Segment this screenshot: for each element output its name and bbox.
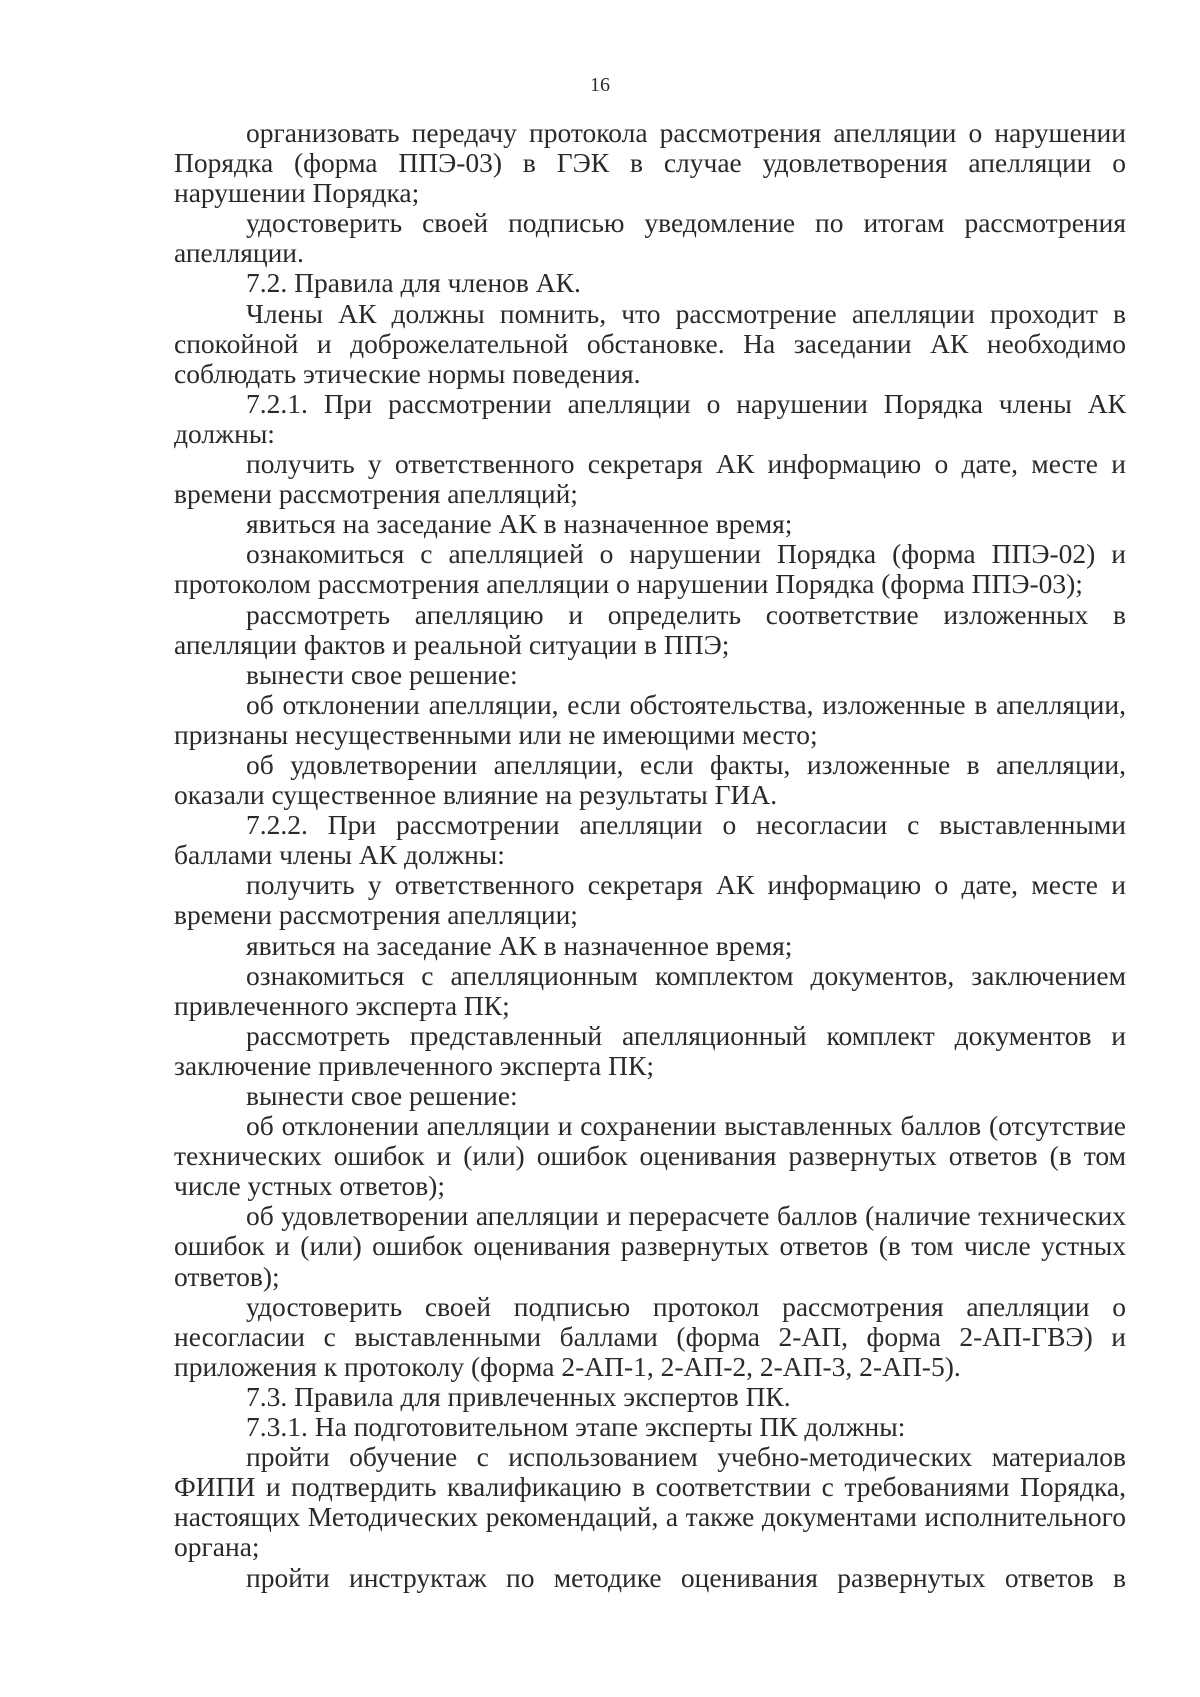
list-item: явиться на заседание АК в назначенное время; — [246, 929, 793, 961]
list-item: об удовлетворении апелляции и перерасчете баллов (наличие технических ошибок и (или) ошибок оценивания развернутых ответов (в том числе устных ответов); — [174, 1200, 1126, 1292]
subsection-heading: 7.3.1. На подготовительном этапе эксперты ПК должны: — [246, 1411, 906, 1443]
list-item: ознакомиться с апелляционным комплектом документов, заключением привлеченного эксперта ПК; — [174, 959, 1126, 1021]
page-number: 16 — [590, 74, 610, 96]
subsection-heading: 7.2.2. При рассмотрении апелляции о несогласии с выставленными баллами члены АК должны: — [174, 809, 1126, 871]
section-heading: 7.2. Правила для членов АК. — [246, 267, 581, 299]
list-item: пройти инструктаж по методике оценивания развернутых ответов в — [246, 1561, 1126, 1593]
list-item: об удовлетворении апелляции, если факты, изложенные в апелляции, оказали существенное влияние на результаты ГИА. — [174, 748, 1126, 811]
subsection-heading: 7.2.1. При рассмотрении апелляции о нарушении Порядка члены АК должны: — [174, 387, 1126, 449]
list-item: пройти обучение с использованием учебно-методических материалов ФИПИ и подтвердить квалификацию в соответствии с требованиями Порядка, настоящих Методических рекомендаций, а также документами исполнительного органа; — [174, 1441, 1126, 1563]
document-body — [174, 118, 1126, 1593]
list-item: рассмотреть представленный апелляционный комплект документов и заключение привлеченного эксперта ПК; — [174, 1019, 1126, 1081]
section-heading: 7.3. Правила для привлеченных экспертов ПК. — [246, 1380, 791, 1412]
list-item: получить у ответственного секретаря АК информацию о дате, месте и времени рассмотрения апелляций; — [174, 448, 1126, 510]
list-item: ознакомиться с апелляцией о нарушении Порядка (форма ППЭ-02) и протоколом рассмотрения апелляции о нарушении Порядка (форма ППЭ-03); — [174, 538, 1126, 600]
list-item: получить у ответственного секретаря АК информацию о дате, месте и времени рассмотрения апелляции; — [174, 869, 1126, 931]
list-item: рассмотреть апелляцию и определить соответствие изложенных в апелляции фактов и реальной ситуации в ППЭ; — [174, 598, 1126, 660]
list-item: об отклонении апелляции и сохранении выставленных баллов (отсутствие технических ошибок и (или) ошибок оценивания развернутых ответов (в том числе устных ответов); — [174, 1110, 1126, 1202]
list-item: вынести свое решение: — [246, 1080, 518, 1111]
list-item: явиться на заседание АК в назначенное время; — [246, 508, 793, 540]
paragraph: организовать передачу протокола рассмотрения апелляции о нарушении Порядка (форма ППЭ-03) в ГЭК в случае удовлетворения апелляции о нарушении Порядка; — [174, 117, 1126, 209]
paragraph: удостоверить своей подписью уведомление по итогам рассмотрения апелляции. — [174, 207, 1126, 269]
list-item: об отклонении апелляции, если обстоятельства, изложенные в апелляции, признаны несущественными или не имеющими место; — [174, 688, 1126, 750]
list-item: вынести свое решение: — [246, 658, 518, 690]
list-item: удостоверить своей подписью протокол рассмотрения апелляции о несогласии с выставленными баллами (форма 2-АП, форма 2-АП-ГВЭ) и приложения к протоколу (форма 2-АП-1, 2-АП-2, 2-АП-3, 2-АП-5). — [174, 1290, 1126, 1382]
paragraph: Члены АК должны помнить, что рассмотрение апелляции проходит в спокойной и доброжелательной обстановке. На заседании АК необходимо соблюдать этические нормы поведения. — [174, 297, 1126, 389]
